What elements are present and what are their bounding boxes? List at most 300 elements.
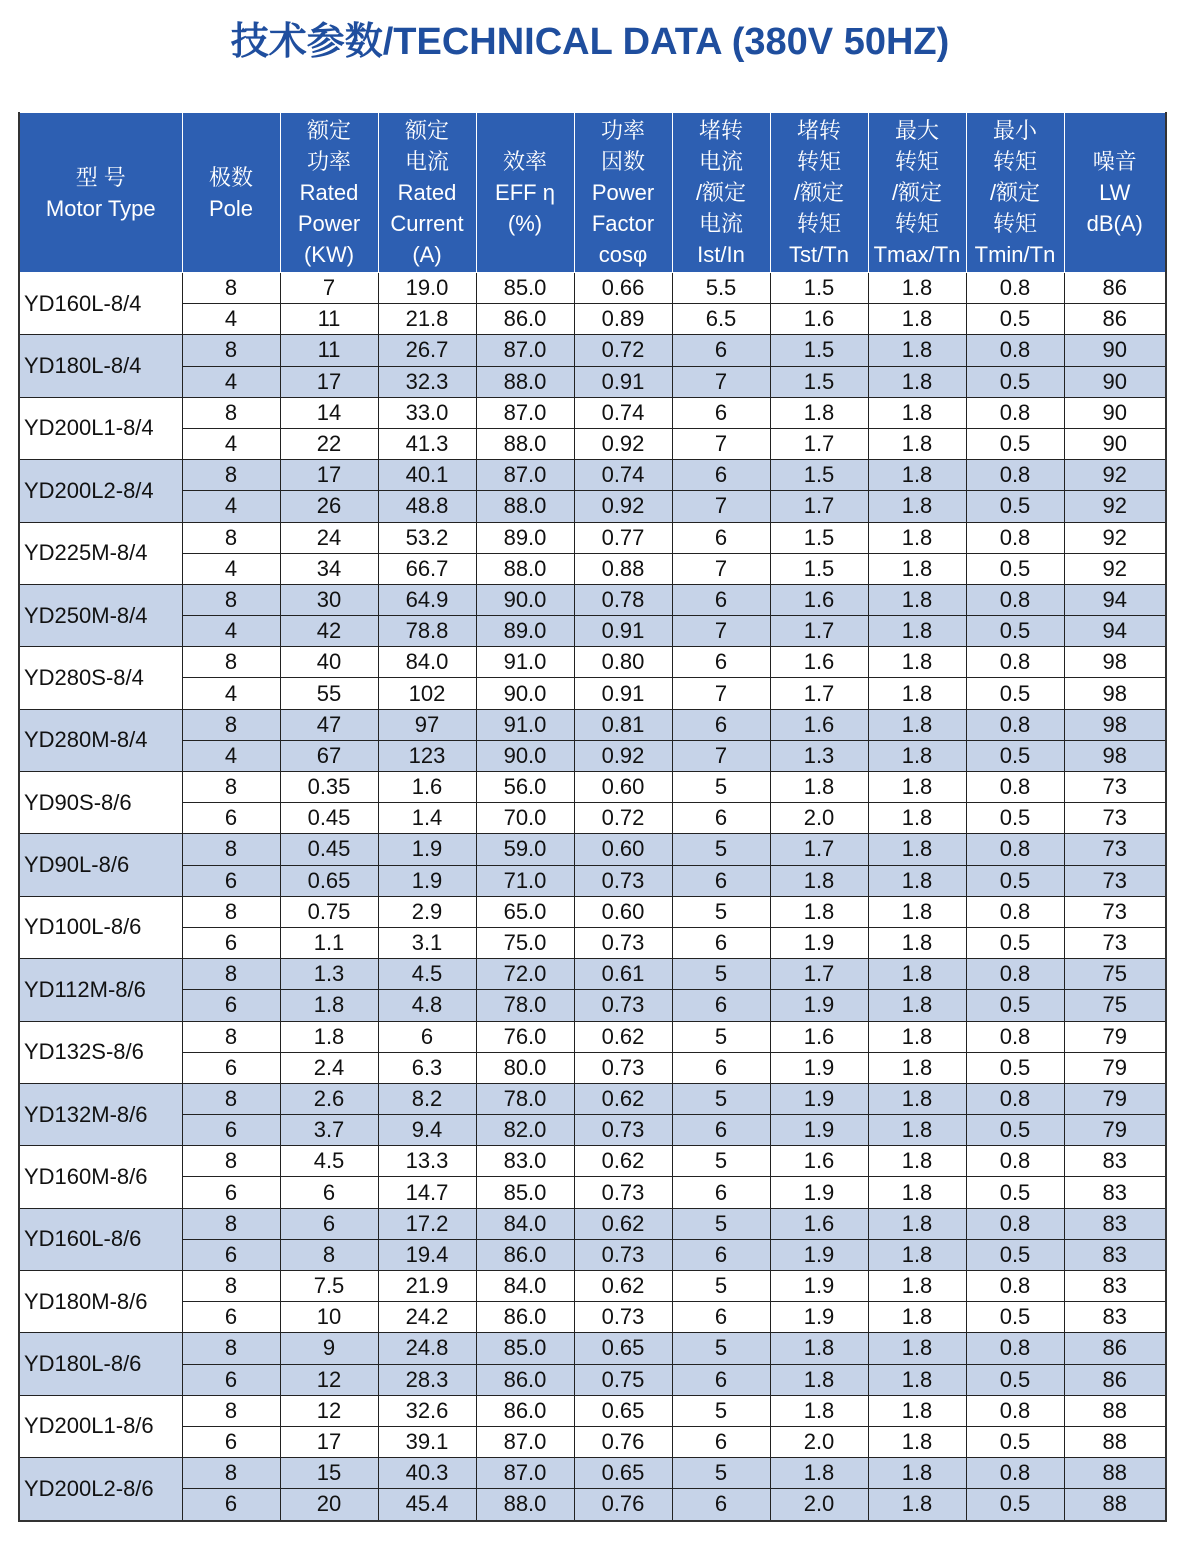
table-row [19,522,1166,553]
table-cell: 84.0 [476,1271,574,1302]
table-cell: 8 [182,460,280,491]
table-cell: 0.73 [574,1239,672,1270]
table-cell: 0.73 [574,1302,672,1333]
table-cell: 0.72 [574,335,672,366]
table-cell: 6 [672,1239,770,1270]
table-cell: 0.8 [966,397,1064,428]
table-cell: 87.0 [476,397,574,428]
table-cell: 4 [182,678,280,709]
table-cell: 0.35 [280,772,378,803]
table-cell: 4.8 [378,990,476,1021]
table-cell: 78.8 [378,616,476,647]
table-cell: 5 [672,1208,770,1239]
table-cell: 5 [672,959,770,990]
table-row [19,959,1166,990]
table-row [19,1302,1166,1333]
table-cell: 7 [672,491,770,522]
table-cell: 7 [672,553,770,584]
column-header-line: 效率 [502,149,547,174]
table-cell: 6 [672,522,770,553]
table-cell: 0.73 [574,990,672,1021]
table-cell: 1.8 [868,1146,966,1177]
table-row [19,1239,1166,1270]
column-header-line: 电流 [698,211,743,236]
table-cell: 1.8 [868,366,966,397]
table-cell: 79 [1064,1052,1166,1083]
column-header-line: Motor Type [45,195,156,221]
table-cell: 87.0 [476,460,574,491]
table-cell: 6 [672,1364,770,1395]
table-cell: 1.8 [868,740,966,771]
table-cell: 1.3 [770,740,868,771]
table-cell: 86.0 [476,1364,574,1395]
table-cell: 85.0 [476,1177,574,1208]
table-cell: 85.0 [476,273,574,304]
table-cell: 0.5 [966,1302,1064,1333]
table-cell: 6 [182,865,280,896]
table-cell: 40 [280,647,378,678]
table-cell: 5.5 [672,273,770,304]
table-cell: 0.76 [574,1426,672,1457]
table-cell: 98 [1064,740,1166,771]
table-cell: 90 [1064,366,1166,397]
table-row [19,304,1166,335]
motor-type-cell: YD200L1-8/6 [19,1395,182,1457]
table-cell: 123 [378,740,476,771]
table-cell: 1.8 [770,896,868,927]
table-cell: 6 [672,1489,770,1521]
table-cell: 32.3 [378,366,476,397]
table-cell: 5 [672,1146,770,1177]
table-cell: 5 [672,1021,770,1052]
table-cell: 6 [672,1426,770,1457]
table-cell: 1.6 [770,584,868,615]
table-cell: 86 [1064,1364,1166,1395]
table-cell: 6 [280,1177,378,1208]
table-cell: 14.7 [378,1177,476,1208]
table-cell: 0.8 [966,1021,1064,1052]
motor-type-cell: YD160L-8/4 [19,273,182,335]
table-row [19,678,1166,709]
column-header-line: 额定 [404,118,449,143]
table-cell: 90.0 [476,678,574,709]
table-row [19,1333,1166,1364]
table-cell: 6 [378,1021,476,1052]
column-header-line: cosφ [598,242,648,267]
table-cell: 0.8 [966,772,1064,803]
table-cell: 1.6 [378,772,476,803]
table-cell: 1.8 [868,304,966,335]
table-cell: 6 [182,1115,280,1146]
table-cell: 1.8 [868,460,966,491]
table-cell: 7 [672,740,770,771]
table-cell: 0.72 [574,803,672,834]
table-cell: 17 [280,1426,378,1457]
table-cell: 0.88 [574,553,672,584]
page-title: 技术参数/TECHNICAL DATA (380V 50HZ) [230,21,950,63]
table-row [19,647,1166,678]
table-cell: 8 [182,834,280,865]
table-row [19,553,1166,584]
table-cell: 92 [1064,491,1166,522]
table-cell: 0.8 [966,522,1064,553]
column-header-line: 堵转 [698,118,743,143]
column-header-line: 转矩 [796,211,841,236]
table-row [19,366,1166,397]
table-cell: 88 [1064,1458,1166,1489]
column-header-line: 功率 [306,149,351,174]
column-header-line: 堵转 [796,118,841,143]
table-cell: 88.0 [476,491,574,522]
table-cell: 1.8 [868,616,966,647]
table-cell: 67 [280,740,378,771]
table-cell: 39.1 [378,1426,476,1457]
table-cell: 83 [1064,1146,1166,1177]
table-row [19,1458,1166,1489]
table-cell: 0.8 [966,709,1064,740]
table-cell: 4 [182,304,280,335]
table-cell: 1.8 [868,1364,966,1395]
table-row [19,335,1166,366]
column-header-line: (A) [412,242,442,267]
table-cell: 9.4 [378,1115,476,1146]
table-cell: 1.6 [770,1021,868,1052]
table-cell: 1.8 [770,772,868,803]
table-cell: 78.0 [476,1083,574,1114]
table-cell: 1.5 [770,335,868,366]
table-cell: 0.5 [966,1177,1064,1208]
table-cell: 10 [280,1302,378,1333]
table-cell: 83 [1064,1177,1166,1208]
table-row [19,1021,1166,1052]
table-cell: 47 [280,709,378,740]
table-cell: 1.8 [868,803,966,834]
table-cell: 24.8 [378,1333,476,1364]
table-cell: 6.5 [672,304,770,335]
table-cell: 1.5 [770,460,868,491]
column-header-line: /额定 [989,180,1041,205]
table-cell: 6 [182,1177,280,1208]
table-cell: 6 [672,1302,770,1333]
table-cell: 0.76 [574,1489,672,1521]
table-cell: 20 [280,1489,378,1521]
table-cell: 6 [672,647,770,678]
column-header-line: 转矩 [796,149,841,174]
table-cell: 1.8 [770,865,868,896]
table-cell: 1.5 [770,522,868,553]
motor-type-cell: YD280M-8/4 [19,709,182,771]
table-row [19,428,1166,459]
table-cell: 0.73 [574,1115,672,1146]
table-cell: 6 [182,1426,280,1457]
table-cell: 0.65 [280,865,378,896]
table-cell: 1.7 [770,491,868,522]
table-cell: 0.5 [966,366,1064,397]
table-cell: 1.8 [770,1395,868,1426]
table-cell: 1.9 [770,1177,868,1208]
table-cell: 2.0 [770,1489,868,1521]
table-cell: 1.8 [868,959,966,990]
column-header [966,113,1064,273]
table-cell: 6 [182,1364,280,1395]
table-cell: 1.8 [770,1364,868,1395]
table-cell: 1.8 [868,1239,966,1270]
table-cell: 5 [672,772,770,803]
table-cell: 6 [672,709,770,740]
table-cell: 83.0 [476,1146,574,1177]
motor-type-cell: YD90S-8/6 [19,772,182,834]
table-cell: 0.8 [966,1208,1064,1239]
column-header-line: Power [591,180,655,205]
motor-type-cell: YD132M-8/6 [19,1083,182,1145]
column-header-line: LW [1099,180,1131,205]
table-row [19,1489,1166,1521]
column-header-line: Rated [299,180,359,205]
table-cell: 0.61 [574,959,672,990]
table-cell: 14 [280,397,378,428]
table-row [19,740,1166,771]
table-cell: 1.8 [868,1271,966,1302]
table-cell: 53.2 [378,522,476,553]
column-header-line: (%) [507,211,543,236]
technical-data-table [18,112,1167,1522]
table-cell: 12 [280,1364,378,1395]
table-cell: 90.0 [476,584,574,615]
table-row [19,990,1166,1021]
table-cell: 1.9 [770,1271,868,1302]
table-cell: 6 [182,1052,280,1083]
table-row [19,1426,1166,1457]
table-cell: 1.9 [770,1083,868,1114]
table-cell: 1.6 [770,1146,868,1177]
table-cell: 1.7 [770,616,868,647]
table-cell: 73 [1064,834,1166,865]
table-cell: 72.0 [476,959,574,990]
column-header-line: Tst/Tn [789,242,849,267]
table-cell: 0.45 [280,803,378,834]
table-cell: 75 [1064,990,1166,1021]
column-header [770,113,868,273]
table-cell: 75 [1064,959,1166,990]
table-cell: 92 [1064,460,1166,491]
table-cell: 0.74 [574,460,672,491]
table-cell: 6 [280,1208,378,1239]
table-cell: 24 [280,522,378,553]
motor-type-cell: YD112M-8/6 [19,959,182,1021]
table-cell: 92 [1064,522,1166,553]
table-cell: 1.8 [868,865,966,896]
table-cell: 17.2 [378,1208,476,1239]
table-cell: 2.9 [378,896,476,927]
table-cell: 19.0 [378,273,476,304]
table-cell: 0.62 [574,1083,672,1114]
table-cell: 6 [672,460,770,491]
column-header [182,113,280,273]
table-cell: 1.4 [378,803,476,834]
table-cell: 8 [182,1083,280,1114]
column-header-line: 转矩 [992,149,1037,174]
table-cell: 0.8 [966,460,1064,491]
table-cell: 0.8 [966,896,1064,927]
table-cell: 80.0 [476,1052,574,1083]
motor-type-cell: YD90L-8/6 [19,834,182,896]
table-cell: 88.0 [476,1489,574,1521]
column-header [19,113,182,273]
table-row [19,1364,1166,1395]
table-cell: 90 [1064,428,1166,459]
table-cell: 17 [280,460,378,491]
table-cell: 86 [1064,273,1166,304]
table-cell: 1.8 [868,1395,966,1426]
table-cell: 42 [280,616,378,647]
table-cell: 1.8 [868,927,966,958]
table-cell: 2.0 [770,1426,868,1457]
table-cell: 5 [672,1395,770,1426]
table-cell: 0.92 [574,740,672,771]
table-cell: 0.81 [574,709,672,740]
table-cell: 8 [182,709,280,740]
table-cell: 3.7 [280,1115,378,1146]
column-header-line: Ist/In [697,242,745,267]
table-cell: 0.5 [966,304,1064,335]
table-cell: 0.73 [574,1052,672,1083]
table-cell: 1.7 [770,678,868,709]
table-cell: 26 [280,491,378,522]
column-header-line: Rated [397,180,457,205]
table-cell: 90 [1064,397,1166,428]
table-cell: 12 [280,1395,378,1426]
column-header-line: 转矩 [894,211,939,236]
table-cell: 32.6 [378,1395,476,1426]
table-cell: 33.0 [378,397,476,428]
table-cell: 78.0 [476,990,574,1021]
table-row [19,584,1166,615]
table-cell: 8 [182,522,280,553]
table-cell: 1.5 [770,366,868,397]
table-cell: 0.60 [574,896,672,927]
table-cell: 8 [182,1021,280,1052]
table-cell: 91.0 [476,647,574,678]
table-row [19,1177,1166,1208]
column-header-line: 噪音 [1092,149,1137,174]
table-cell: 0.5 [966,678,1064,709]
column-header-line: 功率 [600,118,645,143]
motor-type-cell: YD280S-8/4 [19,647,182,709]
table-cell: 0.74 [574,397,672,428]
table-cell: 11 [280,335,378,366]
table-cell: 0.8 [966,834,1064,865]
table-cell: 1.7 [770,959,868,990]
table-cell: 66.7 [378,553,476,584]
table-cell: 1.8 [868,584,966,615]
table-cell: 6 [672,1115,770,1146]
table-cell: 1.7 [770,428,868,459]
table-cell: 1.8 [868,1177,966,1208]
table-cell: 0.5 [966,1052,1064,1083]
table-cell: 1.8 [868,1458,966,1489]
table-cell: 1.8 [868,522,966,553]
table-cell: 1.8 [868,273,966,304]
table-cell: 90 [1064,335,1166,366]
table-cell: 5 [672,1458,770,1489]
table-cell: 0.91 [574,366,672,397]
table-cell: 1.8 [868,1021,966,1052]
table-cell: 7 [280,273,378,304]
table-row [19,273,1166,304]
table-cell: 34 [280,553,378,584]
table-cell: 0.66 [574,273,672,304]
table-row [19,1271,1166,1302]
table-body [19,273,1166,1521]
table-cell: 1.9 [378,834,476,865]
column-header-line: 转矩 [894,149,939,174]
table-cell: 5 [672,1271,770,1302]
table-cell: 0.5 [966,1426,1064,1457]
table-cell: 6 [182,1239,280,1270]
table-cell: 2.4 [280,1052,378,1083]
table-cell: 6 [672,397,770,428]
table-cell: 1.8 [868,428,966,459]
table-cell: 6 [182,927,280,958]
table-cell: 6 [672,335,770,366]
table-cell: 86 [1064,1333,1166,1364]
table-cell: 1.8 [868,1208,966,1239]
column-header-line: 电流 [698,149,743,174]
table-cell: 5 [672,896,770,927]
column-header-line: 转矩 [992,211,1037,236]
table-cell: 83 [1064,1208,1166,1239]
table-cell: 21.8 [378,304,476,335]
table-cell: 8 [182,1458,280,1489]
table-cell: 5 [672,1333,770,1364]
table-cell: 0.8 [966,1146,1064,1177]
motor-type-cell: YD160L-8/6 [19,1208,182,1270]
table-cell: 1.8 [868,1052,966,1083]
table-cell: 0.89 [574,304,672,335]
table-cell: 88.0 [476,553,574,584]
table-row [19,491,1166,522]
table-cell: 0.60 [574,772,672,803]
table-cell: 40.1 [378,460,476,491]
table-cell: 1.8 [770,1458,868,1489]
table-cell: 0.78 [574,584,672,615]
column-header-line: 额定 [306,118,351,143]
table-cell: 0.8 [966,647,1064,678]
table-cell: 0.73 [574,927,672,958]
column-header-line: Power [297,211,361,236]
table-cell: 1.8 [868,1333,966,1364]
motor-type-cell: YD100L-8/6 [19,896,182,958]
table-cell: 0.77 [574,522,672,553]
table-cell: 1.8 [868,1083,966,1114]
table-cell: 0.5 [966,927,1064,958]
table-cell: 1.8 [868,678,966,709]
table-cell: 1.5 [770,553,868,584]
column-header-line: 最大 [894,118,939,143]
table-cell: 73 [1064,896,1166,927]
table-cell: 0.8 [966,335,1064,366]
table-row [19,460,1166,491]
column-header-line: /额定 [793,180,845,205]
table-cell: 1.8 [868,1426,966,1457]
table-row [19,896,1166,927]
table-cell: 75.0 [476,927,574,958]
table-cell: 1.9 [770,1115,868,1146]
table-row [19,834,1166,865]
table-cell: 84.0 [378,647,476,678]
table-cell: 1.8 [868,553,966,584]
table-cell: 0.65 [574,1333,672,1364]
